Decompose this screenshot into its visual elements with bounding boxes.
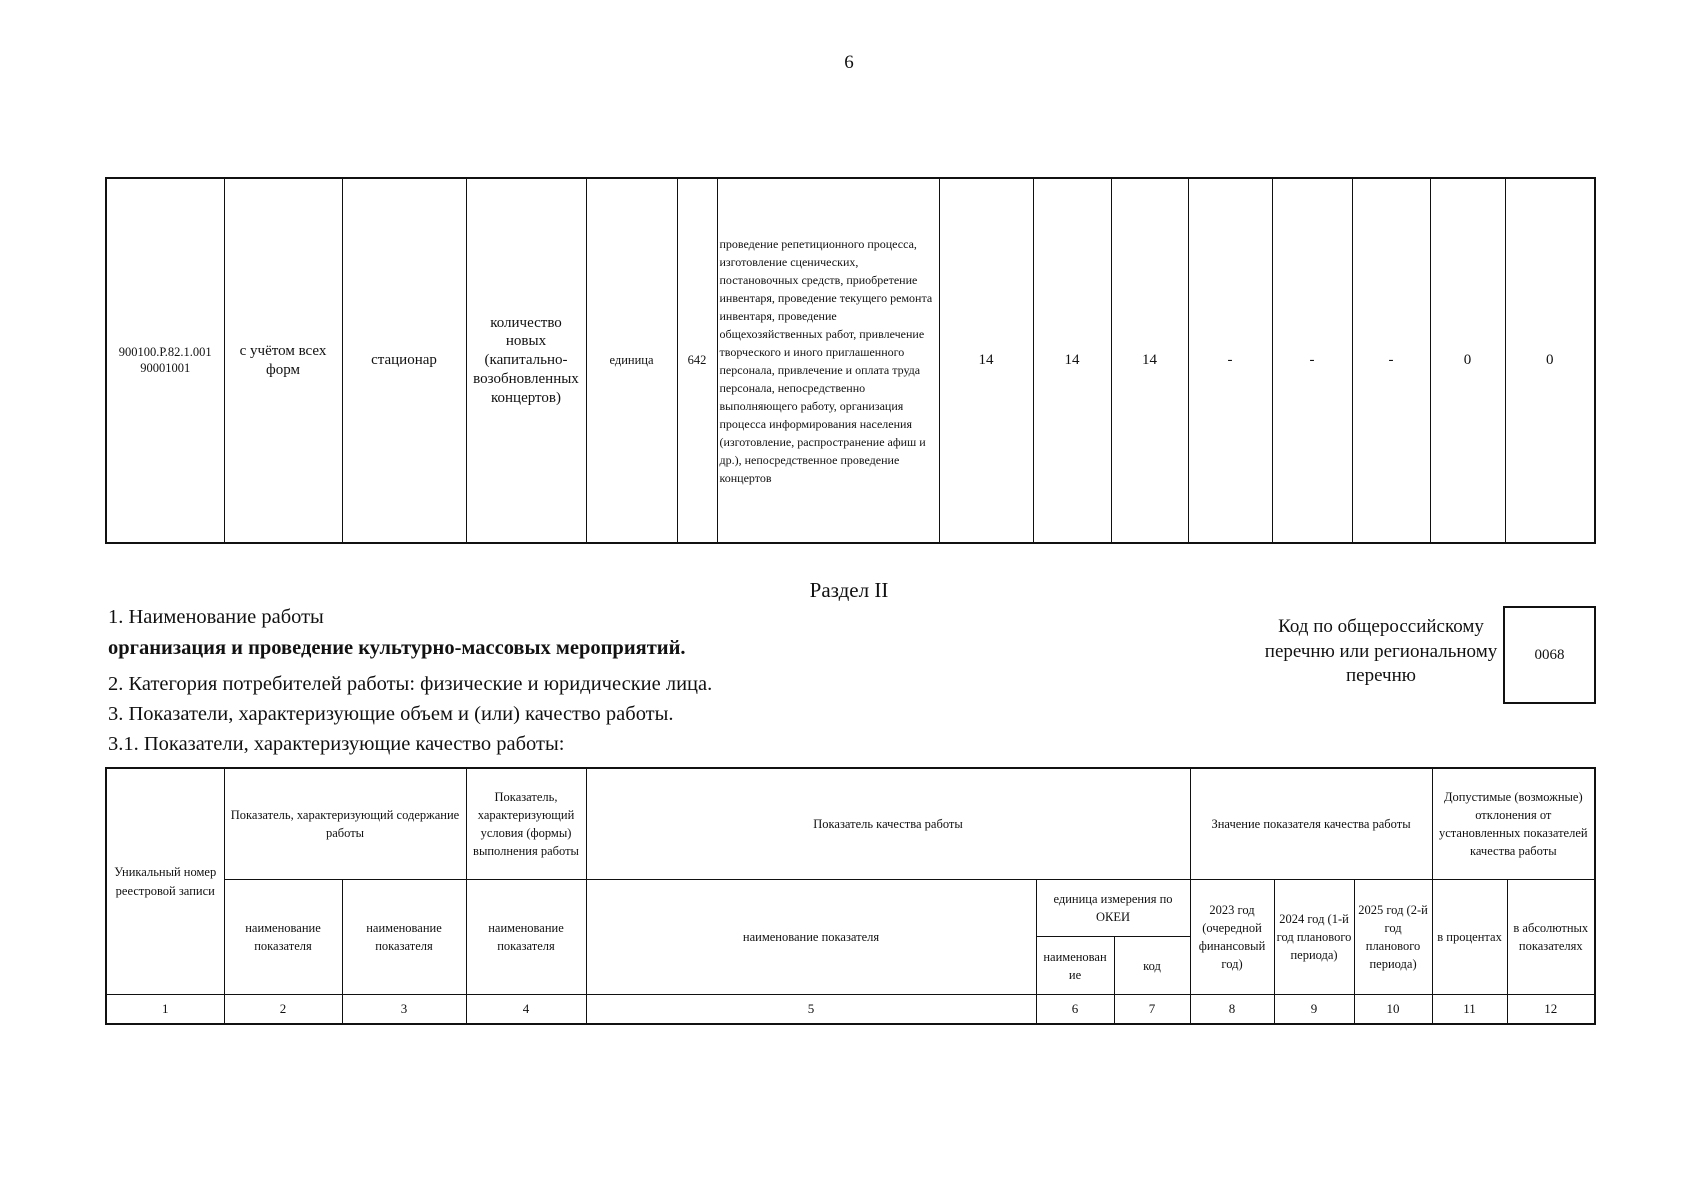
work-name-label: 1. Наименование работы [108, 606, 324, 628]
column-numbers-row [106, 995, 1595, 1025]
content-indicator-header: Показатель, характеризующий содержание работы [224, 768, 466, 879]
indicator-name-cell: количество новых (капитально-возобновленных концертов) [466, 178, 586, 543]
value-2023-cell: 14 [939, 178, 1033, 543]
extra-3-cell: - [1352, 178, 1430, 543]
value-2024-cell: 14 [1033, 178, 1111, 543]
header-row-1 [106, 768, 1595, 879]
column-number: 12 [1507, 995, 1595, 1025]
unit-code-header: код [1114, 937, 1190, 995]
unit-name-cell: единица [586, 178, 677, 543]
column-number: 7 [1114, 995, 1190, 1025]
condition-cell: стационар [342, 178, 466, 543]
description-cell: проведение репетиционного процесса, изготовление сценических, постановочных средств, приобретение инвентаря, проведение текущего ремонта инвентаря, проведение общехозяйственных работ, привлечение творческого и иного приглашенного персонала, привлечение и оплата труда персонала, непосредственно выполняющего работу, организация процесса информирования населения (изготовление, распространение афиш и др.), непосредственное проведение концертов [717, 178, 939, 543]
unit-okei-header: единица измерения по ОКЕИ [1036, 879, 1190, 937]
quality-value-header: Значение показателя качества работы [1190, 768, 1432, 879]
column-number: 11 [1432, 995, 1507, 1025]
year-2023-header: 2023 год (очередной финансовый год) [1190, 879, 1274, 994]
indicators-heading: 3. Показатели, характеризующие объем и (или) качество работы. [108, 703, 674, 725]
section-title: Раздел II [809, 578, 889, 602]
column-number: 4 [466, 995, 586, 1025]
quality-indicators-heading: 3.1. Показатели, характеризующие качество работы: [108, 733, 565, 755]
name-indicator-1-header: наименование показателя [224, 879, 342, 994]
quality-indicators-table [105, 767, 1596, 1025]
quality-indicator-header: Показатель качества работы [586, 768, 1190, 879]
unit-name-header: наименован ие [1036, 937, 1114, 995]
consumer-category: 2. Категория потребителей работы: физические и юридические лица. [108, 673, 713, 695]
unit-code-cell: 642 [677, 178, 717, 543]
work-name-value: организация и проведение культурно-массовых мероприятий. [108, 637, 686, 659]
content-indicator-cell: с учётом всех форм [224, 178, 342, 543]
table-row [106, 178, 1595, 543]
deviation-percent-cell: 0 [1430, 178, 1505, 543]
volume-table-continuation [105, 177, 1596, 544]
in-percent-header: в процентах [1432, 879, 1507, 994]
registry-code-box: 0068 [1503, 606, 1596, 704]
column-number: 1 [106, 995, 224, 1025]
year-2024-header: 2024 год (1-й год планового периода) [1274, 879, 1354, 994]
value-2025-cell: 14 [1111, 178, 1188, 543]
deviation-absolute-cell: 0 [1505, 178, 1595, 543]
name-indicator-main-header: наименование показателя [586, 879, 1036, 994]
column-number: 9 [1274, 995, 1354, 1025]
in-absolute-header: в абсолютных показателях [1507, 879, 1595, 994]
name-indicator-3-header: наименование показателя [466, 879, 586, 994]
year-2025-header: 2025 год (2-й год планового периода) [1354, 879, 1432, 994]
column-number: 10 [1354, 995, 1432, 1025]
extra-1-cell: - [1188, 178, 1272, 543]
page-number: 6 [844, 52, 854, 73]
header-row-2 [106, 879, 1595, 937]
registry-number-cell: 900100.Р.82.1.001 90001001 [106, 178, 224, 543]
condition-indicator-header: Показатель, характеризующий условия (формы) выполнения работы [466, 768, 586, 879]
name-indicator-2-header: наименование показателя [342, 879, 466, 994]
column-number: 2 [224, 995, 342, 1025]
column-number: 8 [1190, 995, 1274, 1025]
column-number: 3 [342, 995, 466, 1025]
column-number: 5 [586, 995, 1036, 1025]
extra-2-cell: - [1272, 178, 1352, 543]
deviations-header: Допустимые (возможные) отклонения от установленных показателей качества работы [1432, 768, 1595, 879]
registry-code-label: Код по общероссийскому перечню или региональному перечню [1264, 616, 1498, 687]
registry-header: Уникальный номер реестровой записи [106, 768, 224, 995]
column-number: 6 [1036, 995, 1114, 1025]
